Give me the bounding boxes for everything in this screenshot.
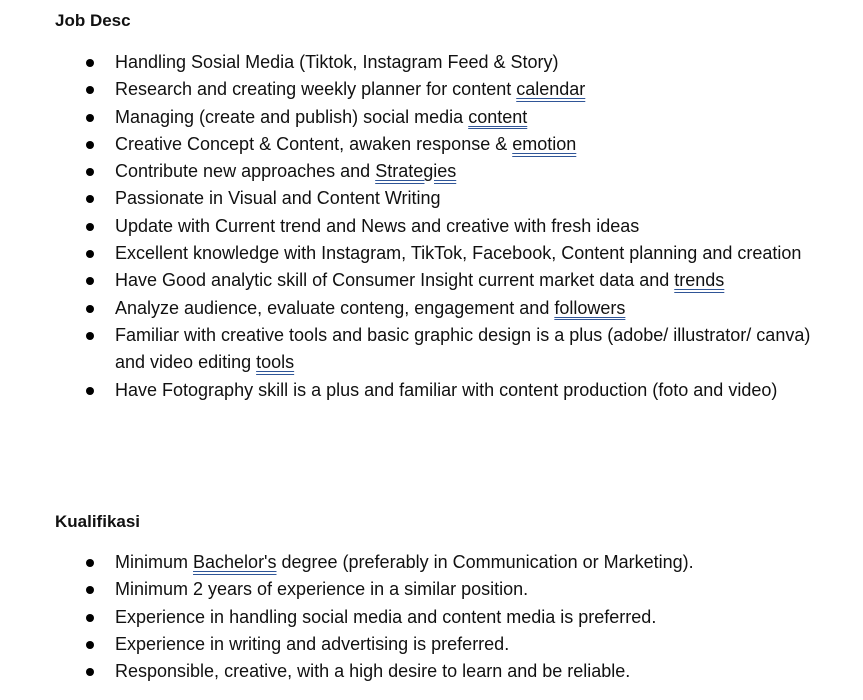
list-item — [0, 213, 863, 240]
list-item — [0, 185, 863, 212]
list-item — [0, 604, 863, 631]
bullet-icon — [86, 668, 94, 676]
list-item — [0, 104, 863, 131]
list-item-text: Familiar with creative tools and basic graphic design is a plus (adobe/ illustrator/ canva) and video editing — [115, 324, 811, 373]
list-item — [0, 295, 863, 322]
list-item — [0, 240, 863, 267]
bullet-icon — [86, 250, 94, 258]
list-item-text: Update with Current trend and News and creative with fresh ideas — [115, 215, 640, 236]
kualifikasi-heading: Kualifikasi — [55, 512, 141, 531]
list-item-text: Creative Concept & Content, awaken response & — [115, 133, 513, 154]
list-item — [0, 377, 863, 404]
bullet-icon — [86, 168, 94, 176]
list-item-text: degree (preferably in Communication or Marketing). — [276, 552, 694, 572]
bullet-icon — [86, 641, 94, 649]
proofing-flagged-word: trends — [674, 270, 725, 291]
list-item-text: Have Good analytic skill of Consumer Insight current market data and — [115, 270, 675, 291]
bullet-icon — [86, 141, 94, 149]
job-desc-list — [0, 49, 863, 404]
proofing-flagged-word: emotion — [512, 133, 577, 154]
kualifikasi-list — [0, 549, 863, 685]
bullet-icon — [86, 277, 94, 285]
list-item-text: Minimum 2 years of experience in a similar position. — [115, 579, 529, 600]
list-item — [0, 131, 863, 158]
bullet-icon — [86, 559, 94, 567]
proofing-flagged-word: calendar — [516, 79, 586, 100]
list-item-text: Research and creating weekly planner for content — [115, 79, 517, 100]
list-item-text: Responsible, creative, with a high desire to learn and be reliable. — [115, 661, 631, 682]
list-item — [0, 158, 863, 185]
bullet-icon — [86, 387, 94, 395]
bullet-icon — [86, 305, 94, 313]
bullet-icon — [86, 332, 94, 340]
list-item-text: Excellent knowledge with Instagram, TikTok, Facebook, Content planning and creation — [115, 243, 802, 264]
bullet-icon — [86, 195, 94, 203]
list-item-text: Managing (create and publish) social media — [115, 106, 469, 127]
bullet-icon — [86, 614, 94, 622]
list-item-text: Passionate in Visual and Content Writing — [115, 188, 441, 209]
list-item — [0, 658, 863, 685]
list-item-text: Minimum — [115, 552, 194, 572]
list-item-text: Analyze audience, evaluate conteng, engagement and — [115, 297, 555, 318]
list-item-text: Have Fotography skill is a plus and familiar with content production (foto and video) — [115, 379, 778, 400]
proofing-flagged-word: Bachelor's — [193, 552, 277, 572]
proofing-flagged-word: tools — [256, 352, 295, 373]
proofing-flagged-word: content — [468, 106, 528, 127]
list-item-text: Contribute new approaches and — [115, 161, 376, 182]
proofing-flagged-word: followers — [554, 297, 626, 318]
bullet-icon — [86, 223, 94, 231]
bullet-icon — [86, 586, 94, 594]
job-desc-heading: Job Desc — [55, 11, 131, 30]
bullet-icon — [86, 86, 94, 94]
list-item — [0, 322, 863, 377]
list-item-text: Experience in writing and advertising is preferred. — [115, 633, 510, 654]
bullet-icon — [86, 59, 94, 67]
bullet-icon — [86, 114, 94, 122]
proofing-flagged-word: Strategies — [375, 161, 457, 182]
list-item-text: Handling Sosial Media (Tiktok, Instagram Feed & Story) — [115, 52, 559, 72]
list-item — [0, 267, 863, 294]
list-item — [0, 49, 863, 76]
list-item — [0, 631, 863, 658]
list-item-text: Experience in handling social media and content media is preferred. — [115, 606, 657, 627]
list-item — [0, 76, 863, 103]
list-item — [0, 549, 863, 576]
list-item — [0, 576, 863, 603]
